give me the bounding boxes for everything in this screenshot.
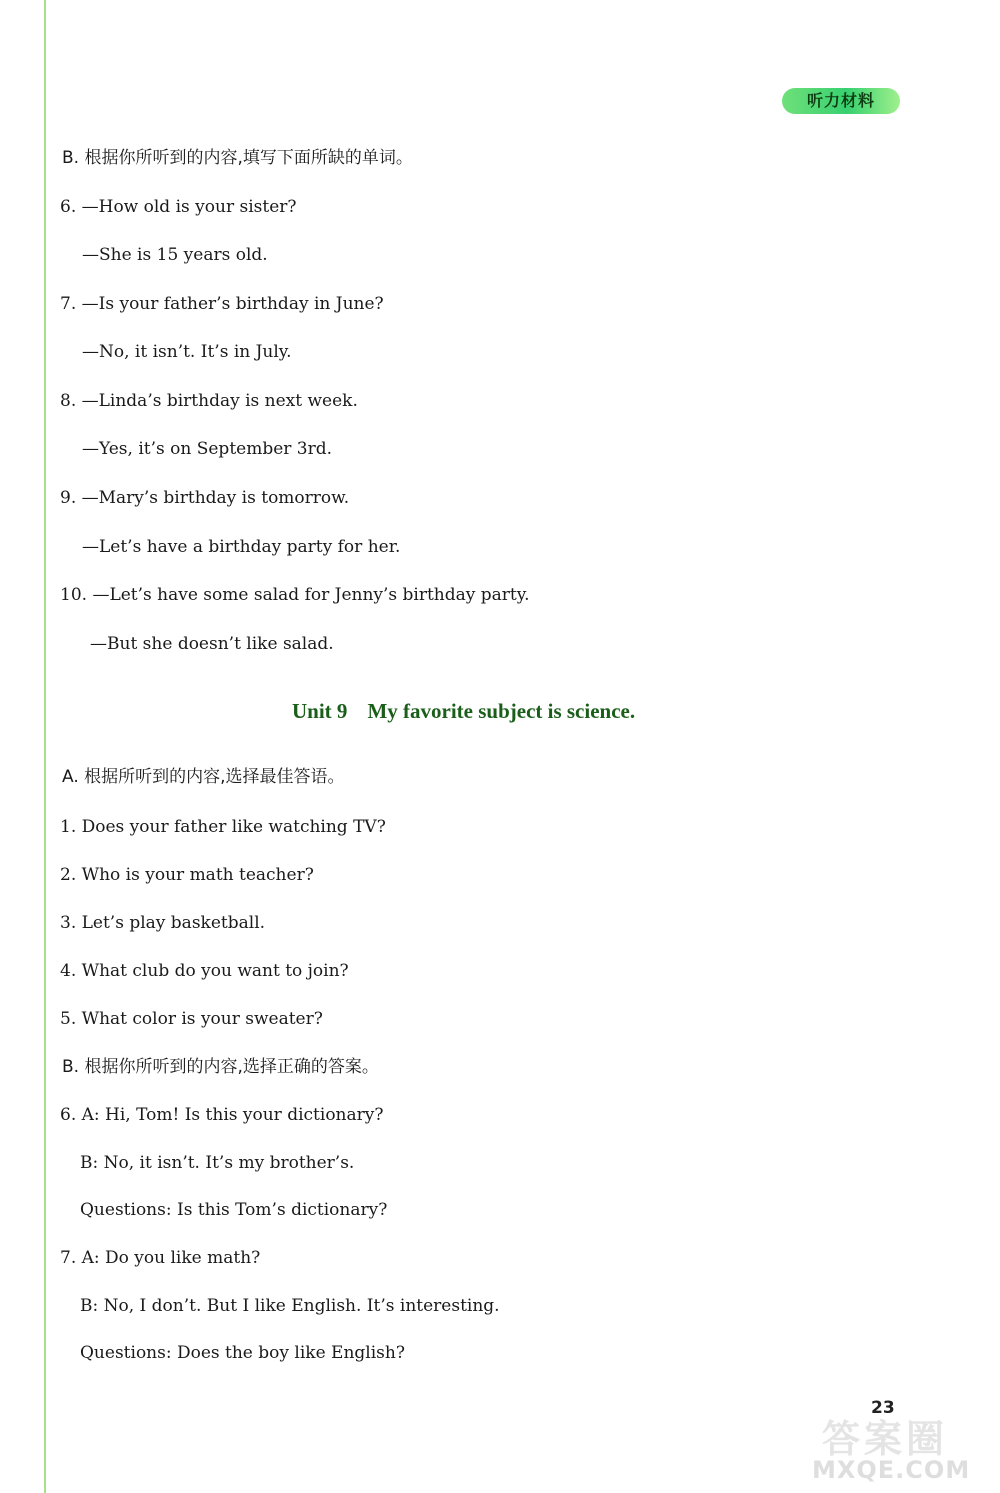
question-line: 1. Does your father like watching TV? <box>60 817 386 837</box>
dialogue-line: 8. —Linda’s birthday is next week. <box>60 391 358 411</box>
dialogue-line: Questions: Does the boy like English? <box>80 1343 405 1363</box>
dialogue-line: —But she doesn’t like salad. <box>90 634 334 654</box>
watermark <box>812 1408 992 1490</box>
dialogue-line: Questions: Is this Tom’s dictionary? <box>80 1200 388 1220</box>
watermark-logo-text: 答案圈 <box>822 1417 949 1461</box>
page-number: 23 <box>871 1398 895 1418</box>
dialogue-line: 6. —How old is your sister? <box>60 197 297 217</box>
dialogue-line: B: No, I don’t. But I like English. It’s interesting. <box>80 1296 500 1316</box>
question-line: 3. Let’s play basketball. <box>60 913 266 933</box>
dialogue-line: 10. —Let’s have some salad for Jenny’s birthday party. <box>60 585 530 605</box>
dialogue-line: —No, it isn’t. It’s in July. <box>82 342 292 362</box>
unit-name: My favorite subject is science. <box>367 699 636 723</box>
unit-title <box>292 698 635 724</box>
section-b1-instruction: B. 根据你所听到的内容,填写下面所缺的单词。 <box>62 148 413 168</box>
unit-number: Unit 9 <box>292 699 348 723</box>
question-line: 2. Who is your math teacher? <box>60 865 314 885</box>
section-b2-instruction: B. 根据你所听到的内容,选择正确的答案。 <box>62 1057 379 1077</box>
watermark-url: MXQE.COM <box>812 1456 971 1484</box>
dialogue-line: —Yes, it’s on September 3rd. <box>82 439 333 459</box>
dialogue-line: —Let’s have a birthday party for her. <box>82 537 401 557</box>
dialogue-line: 7. —Is your father’s birthday in June? <box>60 294 384 314</box>
section-a-instruction: A. 根据所听到的内容,选择最佳答语。 <box>62 767 345 787</box>
dialogue-line: 7. A: Do you like math? <box>60 1248 261 1268</box>
margin-line <box>44 0 46 1493</box>
dialogue-line: 6. A: Hi, Tom! Is this your dictionary? <box>60 1105 384 1125</box>
dialogue-line: 9. —Mary’s birthday is tomorrow. <box>60 488 350 508</box>
question-line: 4. What club do you want to join? <box>60 961 349 981</box>
dialogue-line: B: No, it isn’t. It’s my brother’s. <box>80 1153 355 1173</box>
listening-material-tag: 听力材料 <box>782 88 900 114</box>
dialogue-line: —She is 15 years old. <box>82 245 268 265</box>
question-line: 5. What color is your sweater? <box>60 1009 323 1029</box>
